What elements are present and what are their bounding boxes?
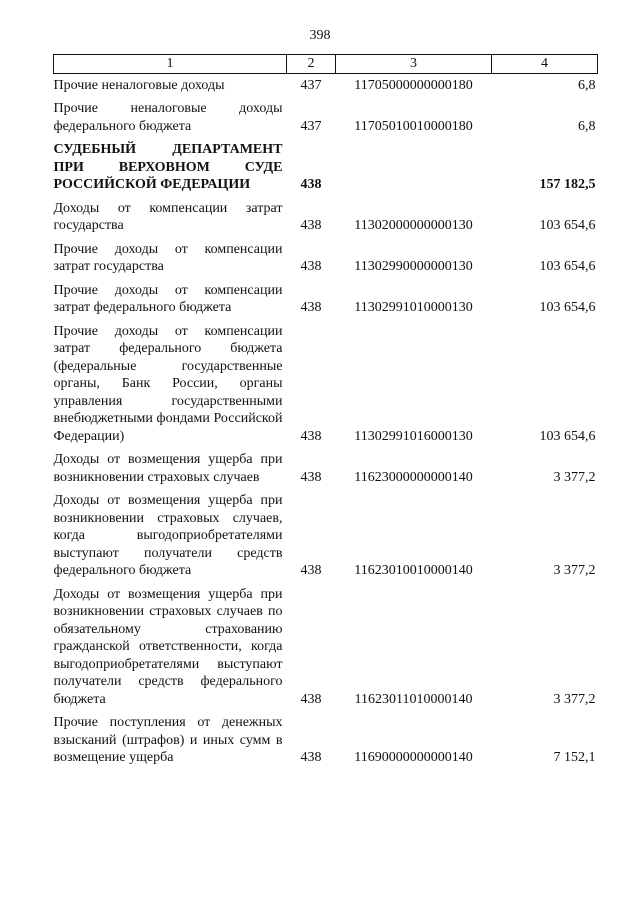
table-row	[54, 486, 598, 580]
row-name: Прочие поступления от денежных взысканий (штрафов) и иных сумм в возмещение ущерба	[53, 715, 283, 765]
table-row	[54, 94, 598, 135]
row-kbk-code: 11302000000000130	[354, 218, 473, 233]
table-row	[54, 276, 598, 317]
row-kbk-code: 11623010010000140	[354, 563, 473, 578]
row-amount: 103 654,6	[539, 428, 596, 444]
row-kbk-code: 11302991010000130	[354, 300, 473, 315]
row-kbk-code: 11623011010000140	[354, 691, 473, 707]
column-header-2: 2	[287, 55, 336, 74]
table-row	[54, 235, 598, 276]
row-name: Доходы от возмещения ущерба при возникновении страховых случаев	[53, 452, 283, 485]
table-row	[54, 73, 598, 94]
row-admin-code: 438	[300, 177, 322, 192]
page-number: 398	[309, 28, 331, 43]
row-amount: 7 152,1	[553, 750, 596, 765]
row-admin-code: 438	[300, 218, 322, 233]
row-admin-code: 438	[300, 691, 322, 707]
row-admin-code: 438	[300, 300, 322, 315]
row-name: Прочие неналоговые доходы	[53, 77, 225, 93]
row-kbk-code: 11705010010000180	[354, 118, 473, 134]
row-admin-code: 437	[300, 77, 322, 93]
table-section-row	[54, 135, 598, 194]
row-amount: 103 654,6	[539, 218, 596, 233]
row-kbk-code: 11302991016000130	[354, 428, 473, 444]
row-name: Прочие неналоговые доходы федерального бюджета	[53, 101, 283, 134]
row-amount: 3 377,2	[553, 469, 596, 485]
row-kbk-code: 11623000000000140	[354, 469, 473, 485]
table-row	[54, 445, 598, 486]
row-kbk-code	[336, 135, 492, 194]
row-name: Доходы от компенсации затрат государства	[53, 200, 283, 233]
column-header-3: 3	[336, 55, 492, 74]
table-row	[54, 317, 598, 446]
row-name: Прочие доходы от компенсации затрат федерального бюджета (федеральные государственные органы, Банк России, органы управления государственными внебюджетными фондами Российской Федерации)	[53, 323, 283, 444]
row-admin-code: 437	[300, 118, 322, 134]
column-header-1: 1	[54, 55, 287, 74]
table-row	[54, 580, 598, 709]
row-amount: 103 654,6	[539, 259, 596, 274]
row-kbk-code: 11302990000000130	[354, 259, 473, 274]
column-header-4: 4	[492, 55, 598, 74]
table-row	[54, 194, 598, 235]
row-admin-code: 438	[300, 259, 322, 274]
row-kbk-code: 11705000000000180	[354, 77, 473, 93]
table-body	[54, 73, 598, 767]
row-amount: 6,8	[578, 77, 596, 93]
row-name: Прочие доходы от компенсации затрат федерального бюджета	[53, 282, 283, 315]
row-admin-code: 438	[300, 563, 322, 578]
row-amount: 157 182,5	[539, 177, 596, 192]
table-row	[54, 708, 598, 767]
row-amount: 103 654,6	[539, 300, 596, 315]
row-kbk-code: 11690000000000140	[354, 750, 473, 765]
row-admin-code: 438	[300, 428, 322, 444]
row-name: Прочие доходы от компенсации затрат государства	[53, 241, 283, 274]
header-row	[54, 55, 598, 74]
budget-revenue-table	[53, 54, 598, 767]
row-amount: 6,8	[578, 118, 596, 134]
row-admin-code: 438	[300, 469, 322, 485]
row-amount: 3 377,2	[553, 691, 596, 707]
row-admin-code: 438	[300, 750, 322, 765]
row-name: Доходы от возмещения ущерба при возникновении страховых случаев по обязательному страхованию гражданской ответственности, когда выгодоприобретателями выступают получатели средств федерального бюджета	[53, 586, 283, 707]
row-name: Доходы от возмещения ущерба при возникновении страховых случаев, когда выгодоприобретателями выступают получатели средств федерального бюджета	[53, 493, 283, 578]
row-amount: 3 377,2	[553, 563, 596, 578]
row-name: СУДЕБНЫЙ ДЕПАРТАМЕНТ ПРИ ВЕРХОВНОМ СУДЕ РОССИЙСКОЙ ФЕДЕРАЦИИ	[53, 142, 283, 192]
